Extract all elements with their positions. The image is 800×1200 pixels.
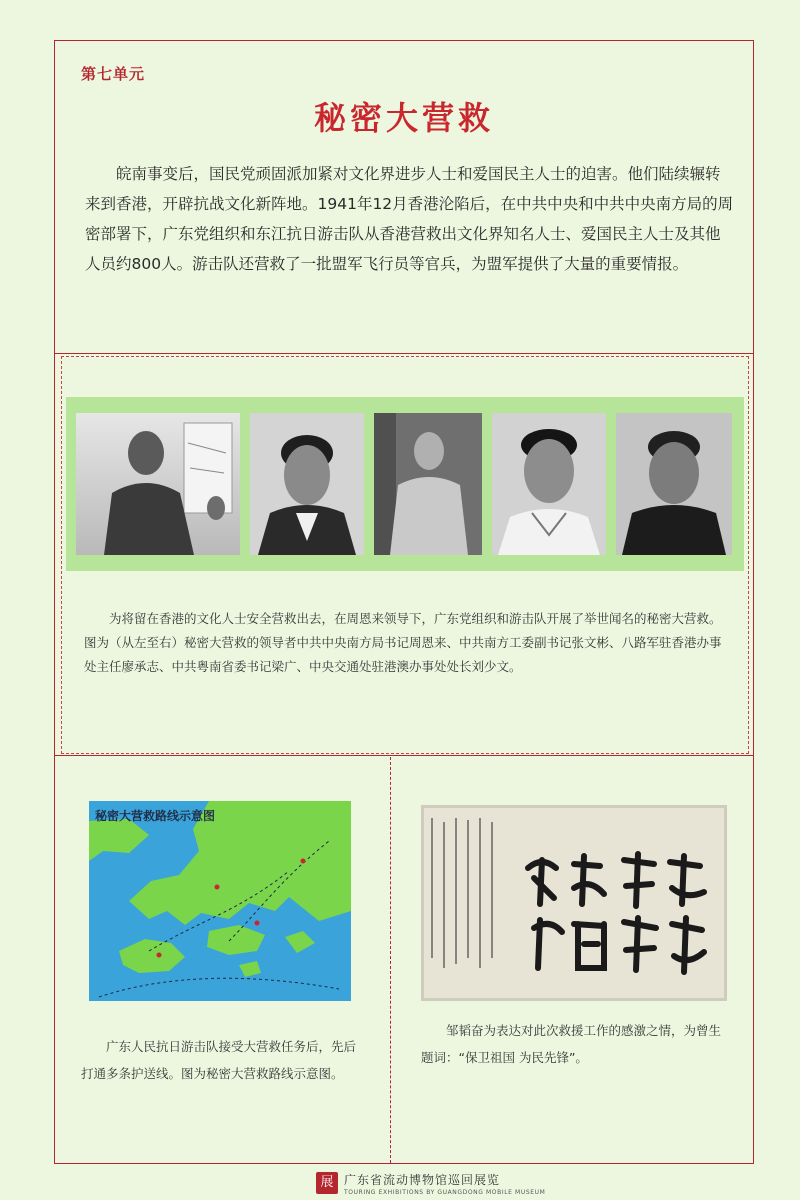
- portrait-section: [61, 356, 749, 754]
- portrait-photo: [492, 413, 606, 555]
- map-caption: 广东人民抗日游击队接受大营救任务后，先后打通多条护送线。图为秘密大营救路线示意图。: [81, 1039, 357, 1081]
- divider-vertical: [390, 757, 391, 1163]
- exhibit-panel: [54, 40, 754, 1164]
- museum-brand: [316, 1169, 545, 1197]
- museum-name: 广东省流动博物馆巡回展览: [344, 1172, 501, 1187]
- museum-name-english: TOURING EXHIBITIONS BY GUANGDONG MOBILE MUSEUM: [344, 1188, 546, 1196]
- map-title: 秘密大营救路线示意图: [95, 809, 216, 823]
- divider-top: [55, 353, 753, 354]
- portrait-photo: [374, 413, 482, 555]
- calligraphy-image: [421, 805, 727, 1001]
- portrait-photo: [616, 413, 732, 555]
- divider-bottom: [55, 755, 753, 756]
- portrait-strip: [66, 397, 744, 571]
- calligraphy-caption: 邹韬奋为表达对此次救援工作的感激之情，为曾生题词：“保卫祖国 为民先锋”。: [421, 1023, 722, 1065]
- portraits-caption: 为将留在香港的文化人士安全营救出去，在周恩来领导下，广东党组织和游击队开展了举世闻名的秘密大营救。图为（从左至右）秘密大营救的领导者中共中央南方局书记周恩来、中共南方工委副书记张文彬、八路军驻香港办事处主任廖承志、中共粤南省委书记梁广、中央交通处驻港澳办事处处长刘少文。: [84, 611, 722, 674]
- portrait-photo: [76, 413, 240, 555]
- museum-logo: 展: [316, 1172, 338, 1194]
- rescue-route-map: [89, 801, 351, 1001]
- section-label: 第七单元: [81, 65, 146, 83]
- footer: [0, 1167, 800, 1200]
- intro-text: 皖南事变后，国民党顽固派加紧对文化界进步人士和爱国民主人士的迫害。他们陆续辗转来到香港，开辟抗战文化新阵地。1941年12月香港沦陷后，在中共中央和中共中央南方局的周密部署下，广东党组织和东江抗日游击队从香港营救出文化界知名人士、爱国民主人士及其他人员约800人。游击队还营救了一批盟军飞行员等官兵，为盟军提供了大量的重要情报。: [85, 165, 734, 273]
- page-title: 秘密大营救: [313, 99, 494, 137]
- portrait-photo: [250, 413, 364, 555]
